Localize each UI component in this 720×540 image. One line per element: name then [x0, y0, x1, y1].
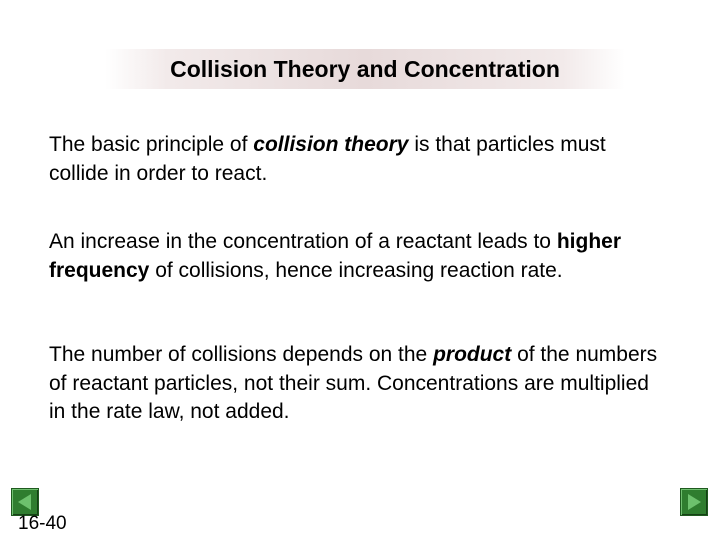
emphasis-higher-frequency: higher frequency [49, 230, 621, 282]
title-band [105, 49, 625, 89]
slide-number: 16-40 [18, 513, 67, 534]
triangle-left-icon [12, 489, 38, 515]
previous-slide-button[interactable] [11, 488, 39, 516]
next-slide-button[interactable] [680, 488, 708, 516]
emphasis-product: product [433, 343, 512, 366]
triangle-right-icon [681, 489, 707, 515]
slide-title: Collision Theory and Concentration [170, 55, 560, 82]
paragraph-text: of the numbers of reactant particles, not their sum. Concentrations are multiplied in the rate law, not added. [49, 343, 658, 423]
emphasis-collision-theory: collision theory [253, 133, 409, 156]
paragraph-text: of collisions, hence increasing reaction rate. [149, 258, 563, 282]
paragraph-concentration-effect [49, 228, 649, 285]
paragraph-text: is that particles must collide in order to react. [49, 133, 606, 185]
paragraph-collision-principle [49, 131, 649, 188]
paragraph-text: The basic principle of [49, 133, 254, 156]
paragraph-text: An increase in the concentration of a reactant leads to [49, 230, 557, 253]
paragraph-product-of-numbers [49, 341, 669, 427]
paragraph-text: The number of collisions depends on the [49, 343, 434, 366]
